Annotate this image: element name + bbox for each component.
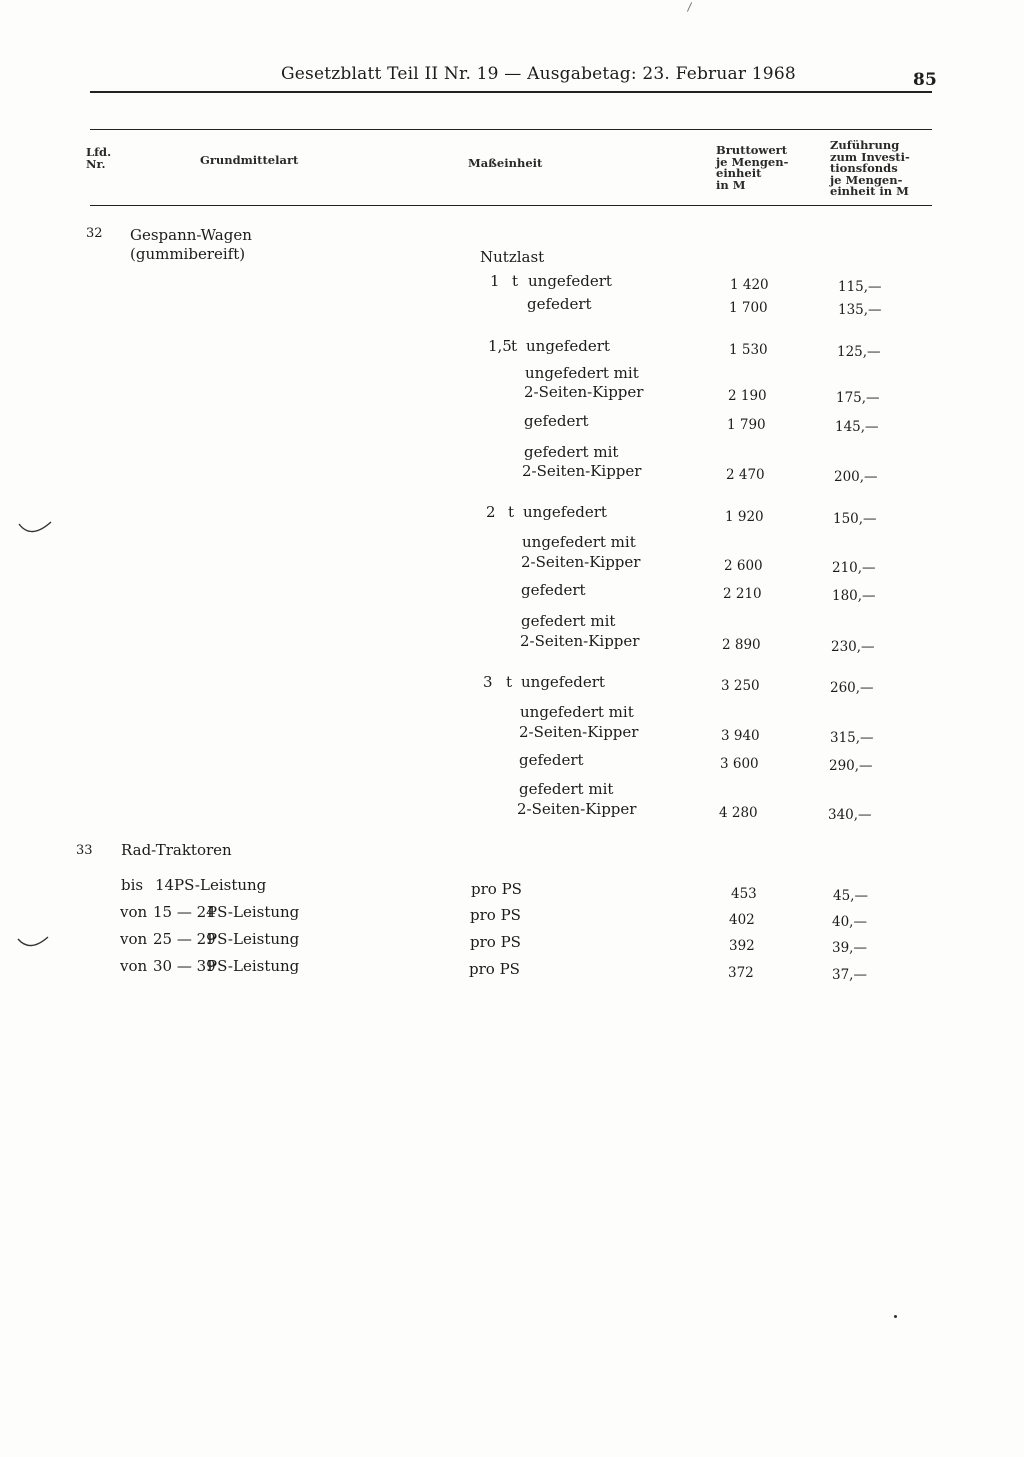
- bruttowert-value: 2 600: [724, 558, 763, 574]
- variant-desc: 2-Seiten-Kipper: [522, 462, 642, 480]
- bruttowert-value: 3 250: [721, 678, 760, 694]
- variant-desc: 2-Seiten-Kipper: [517, 800, 637, 818]
- col-header-zufuehrung: Zuführung zum Investi- tionsfonds je Mengen- einheit in M: [830, 138, 910, 198]
- load-value: 1: [490, 272, 500, 290]
- bruttowert-value: 1 920: [725, 509, 764, 525]
- bruttowert-value: 2 890: [722, 637, 761, 653]
- ps-range-label: PS-Leistung: [174, 876, 267, 894]
- bruttowert-value: 2 470: [726, 467, 765, 483]
- zufuehrung-value: 290,—: [829, 758, 873, 774]
- page-header-title: Gesetzblatt Teil II Nr. 19 — Ausgabetag: 23. Februar 1968: [281, 64, 796, 84]
- variant-desc: gefedert mit: [519, 780, 614, 798]
- zufuehrung-value: 145,—: [835, 419, 879, 435]
- unit-label-nutzlast: Nutzlast: [480, 248, 545, 266]
- zufuehrung-value: 40,—: [832, 914, 867, 930]
- table-header-rule: [90, 205, 932, 206]
- zufuehrung-value: 150,—: [833, 511, 877, 527]
- ps-range-prefix: von: [120, 957, 148, 975]
- bruttowert-value: 453: [731, 886, 757, 902]
- zufuehrung-value: 230,—: [831, 639, 875, 655]
- load-value: 2: [486, 503, 496, 521]
- load-unit: t: [511, 337, 518, 355]
- variant-desc: gefedert mit: [521, 612, 616, 630]
- ps-range-prefix: von: [120, 903, 148, 921]
- bruttowert-value: 372: [728, 965, 754, 981]
- load-value: 3: [483, 673, 493, 691]
- bruttowert-value: 3 940: [721, 728, 760, 744]
- zufuehrung-value: 200,—: [834, 469, 878, 485]
- variant-desc: ungefedert mit: [522, 533, 636, 551]
- page-number: 85: [913, 70, 938, 90]
- bruttowert-value: 3 600: [720, 756, 759, 772]
- col-header-grundmittelart: Grundmittelart: [200, 153, 299, 167]
- zufuehrung-value: 125,—: [837, 344, 881, 360]
- ps-range-prefix: bis: [121, 876, 144, 894]
- grundmittel-name: Rad-Traktoren: [121, 841, 232, 859]
- header-rule: [90, 91, 932, 93]
- ps-range-value: 30 — 39: [153, 957, 216, 975]
- variant-desc: ungefedert: [523, 503, 607, 521]
- zufuehrung-value: 37,—: [832, 967, 867, 983]
- unit-value: pro PS: [470, 933, 521, 951]
- variant-desc: ungefedert: [521, 673, 605, 691]
- variant-desc: 2-Seiten-Kipper: [521, 553, 641, 571]
- ps-range-label: PS-Leistung: [207, 903, 300, 921]
- bruttowert-value: 1 420: [730, 277, 769, 293]
- variant-desc: ungefedert mit: [525, 364, 639, 382]
- zufuehrung-value: 45,—: [833, 888, 868, 904]
- variant-desc: ungefedert: [528, 272, 612, 290]
- zufuehrung-value: 315,—: [830, 730, 874, 746]
- scan-speck: [687, 2, 692, 11]
- variant-desc: gefedert: [519, 751, 584, 769]
- bruttowert-value: 2 210: [723, 586, 762, 602]
- variant-desc: gefedert: [527, 295, 592, 313]
- unit-value: pro PS: [471, 880, 522, 898]
- variant-desc: gefedert: [521, 581, 586, 599]
- ps-range-label: PS-Leistung: [207, 930, 300, 948]
- variant-desc: gefedert: [524, 412, 589, 430]
- ps-range-value: 15 — 24: [153, 903, 216, 921]
- ps-range-value: 14: [155, 876, 175, 894]
- load-unit: t: [512, 272, 519, 290]
- zufuehrung-value: 115,—: [838, 279, 882, 295]
- unit-value: pro PS: [469, 960, 520, 978]
- entry-number-33: 33: [76, 843, 93, 858]
- variant-desc: gefedert mit: [524, 443, 619, 461]
- zufuehrung-value: 210,—: [832, 560, 876, 576]
- ps-range-value: 25 — 29: [153, 930, 216, 948]
- grundmittel-name: Gespann-Wagen: [130, 226, 252, 244]
- bruttowert-value: 4 280: [719, 805, 758, 821]
- bruttowert-value: 392: [729, 938, 755, 954]
- load-value: 1,5: [488, 337, 512, 355]
- bruttowert-value: 1 700: [729, 300, 768, 316]
- unit-value: pro PS: [470, 906, 521, 924]
- punch-hole-mark: [14, 933, 54, 955]
- scan-speck: [894, 1315, 897, 1318]
- table-top-rule: [90, 129, 932, 130]
- grundmittel-subname: (gummibereift): [130, 245, 246, 263]
- bruttowert-value: 2 190: [728, 388, 767, 404]
- punch-hole-mark: [15, 518, 55, 542]
- zufuehrung-value: 260,—: [830, 680, 874, 696]
- zufuehrung-value: 175,—: [836, 390, 880, 406]
- col-header-bruttowert: Bruttowert je Mengen- einheit in M: [716, 143, 789, 192]
- variant-desc: 2-Seiten-Kipper: [524, 383, 644, 401]
- zufuehrung-value: 180,—: [832, 588, 876, 604]
- zufuehrung-value: 39,—: [832, 940, 867, 956]
- zufuehrung-value: 135,—: [838, 302, 882, 318]
- load-unit: t: [508, 503, 515, 521]
- variant-desc: 2-Seiten-Kipper: [519, 723, 639, 741]
- col-header-masseinheit: Maßeinheit: [468, 156, 543, 170]
- bruttowert-value: 1 530: [729, 342, 768, 358]
- variant-desc: ungefedert: [526, 337, 610, 355]
- ps-range-label: PS-Leistung: [207, 957, 300, 975]
- entry-number-32: 32: [86, 226, 103, 241]
- zufuehrung-value: 340,—: [828, 807, 872, 823]
- col-header-lfd: Lfd. Nr.: [86, 145, 112, 171]
- bruttowert-value: 402: [729, 912, 755, 928]
- bruttowert-value: 1 790: [727, 417, 766, 433]
- ps-range-prefix: von: [120, 930, 148, 948]
- variant-desc: ungefedert mit: [520, 703, 634, 721]
- variant-desc: 2-Seiten-Kipper: [520, 632, 640, 650]
- load-unit: t: [506, 673, 513, 691]
